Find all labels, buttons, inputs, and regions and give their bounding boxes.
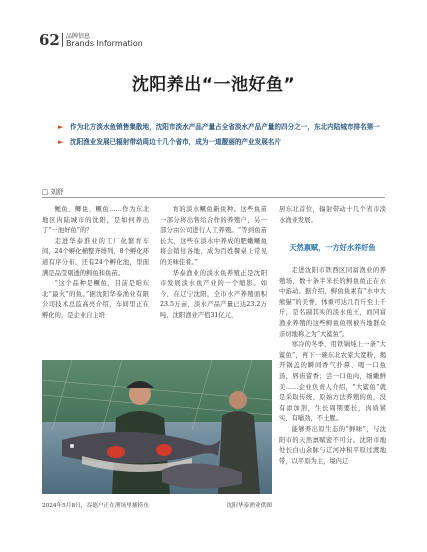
photo-caption: [42, 500, 272, 509]
byline-divider: [42, 197, 385, 198]
article-summary: [58, 122, 383, 151]
photo-credit: 沈阳华泰渔业供图: [226, 503, 272, 509]
summary-text: 作为北方淡水鱼销售集散地，沈阳市淡水产品产量占全省淡水产品产量的四分之一，东北内陆城市排名第一: [70, 123, 380, 131]
author-byline: [42, 186, 64, 196]
summary-text: 沈阳渔业发展已辐射带动周边十几个省市，成为一道靓丽的产业发展名片: [70, 137, 281, 146]
article-photo: [42, 360, 272, 494]
paragraph: 寒冷的冬季，用铁锅炖上一条“大鲨鱼”，再下一碗东北农家大宽粉，揭开锅盖的瞬间香气扑鼻、喝一口鱼汤，唇齿留香；尝一口鱼肉，细嫩鲜美……企业负责人介绍，“大鲨鱼”就是采取传统、原始方法养殖的鱼，没有添加剂，生长周期要长，肉质紧实、有嚼劲，不土腥。: [279, 341, 386, 423]
fish-catch-photo: [42, 360, 272, 494]
section-name-cn: 品牌信息: [66, 33, 91, 40]
paragraph: 育的淡水鳜鱼新鱼种。这些鱼苗一部分将出售给合作的养殖户，另一部分由公司进行人工养殖。“等到鱼苗长大，这些在淡水中养成的肥嫩鳜鱼将会销往各地，成为百姓餐桌上常见的美味佳肴。”: [160, 206, 267, 266]
section-subheading: 天然禀赋，一方好水养好鱼: [289, 243, 376, 252]
author-name: 刘舒: [50, 188, 64, 196]
paragraph: 走进沈阳市铁西区同富渔业的养殖场，数十条半米长的鲟鱼鱼正在水中游动。据介绍，鲟鱼鱼素有“水中大熊猫”的美誉，体重可达几百斤至上千斤，是名副其实的淡水鱼王，而同富渔业养殖的这些鲟鱼鱼则被当地群众亲切地称之为“大鲨鱼”。: [279, 267, 386, 338]
section-name-en: Brands Information: [66, 39, 143, 48]
paragraph: 华泰渔业的淡水鱼养殖正是沈阳市发展淡水鱼产业的一个缩影。如今，在辽宁沈阳，全市水产养殖面积23.5万亩，淡水产品产量已达23.2万吨，沈阳渔业产值31亿元，: [160, 269, 267, 319]
body-column-3-bottom: [279, 266, 386, 467]
summary-item: [58, 122, 383, 133]
arrow-bullet-icon: ►: [58, 137, 64, 146]
summary-item: [58, 137, 383, 148]
paragraph: “这个品种是鳜鱼，目前是咱东北“最火”的鱼。”据沈阳华泰渔业有限公司技术总监高亮介绍，车间里正在孵化的，是企业自主培: [42, 280, 149, 319]
article-title: 沈阳养出“一池好鱼”: [131, 75, 296, 95]
body-column-1: [42, 205, 149, 322]
paragraph: 居东北首位，辐射带动十几个省市淡水渔业发展。: [279, 206, 386, 224]
page-number: 62: [39, 31, 60, 49]
paragraph: 走进华泰淮业的工厂化繁育车间，24个孵化桶整齐排列、8个孵化环道有序分布，还有24个孵化池，里面满是品莹剔透的鲟鱼和鱼苗。: [42, 237, 149, 277]
section-divider: [62, 33, 63, 47]
paragraph: 鲤鱼、鲫鱼、鳜鱼……作为东北地区内陆城市的沈阳，是如何养出了“一池好鱼”的？: [42, 206, 149, 235]
author-box-icon: □: [42, 188, 49, 196]
caption-text: 2024年5月8日，吞德户正在渔场里捕捞鱼: [42, 503, 150, 509]
body-column-3-top: [279, 205, 386, 226]
arrow-bullet-icon: ►: [58, 123, 64, 131]
paragraph: 能够养出原生态的“鲜味”，与沈阳市的天然禀赋密不可分。沈阳市地处长白山余脉与辽河冲积平原过渡地带，以平原为主，境内辽: [279, 425, 386, 465]
body-column-2: [160, 205, 267, 322]
